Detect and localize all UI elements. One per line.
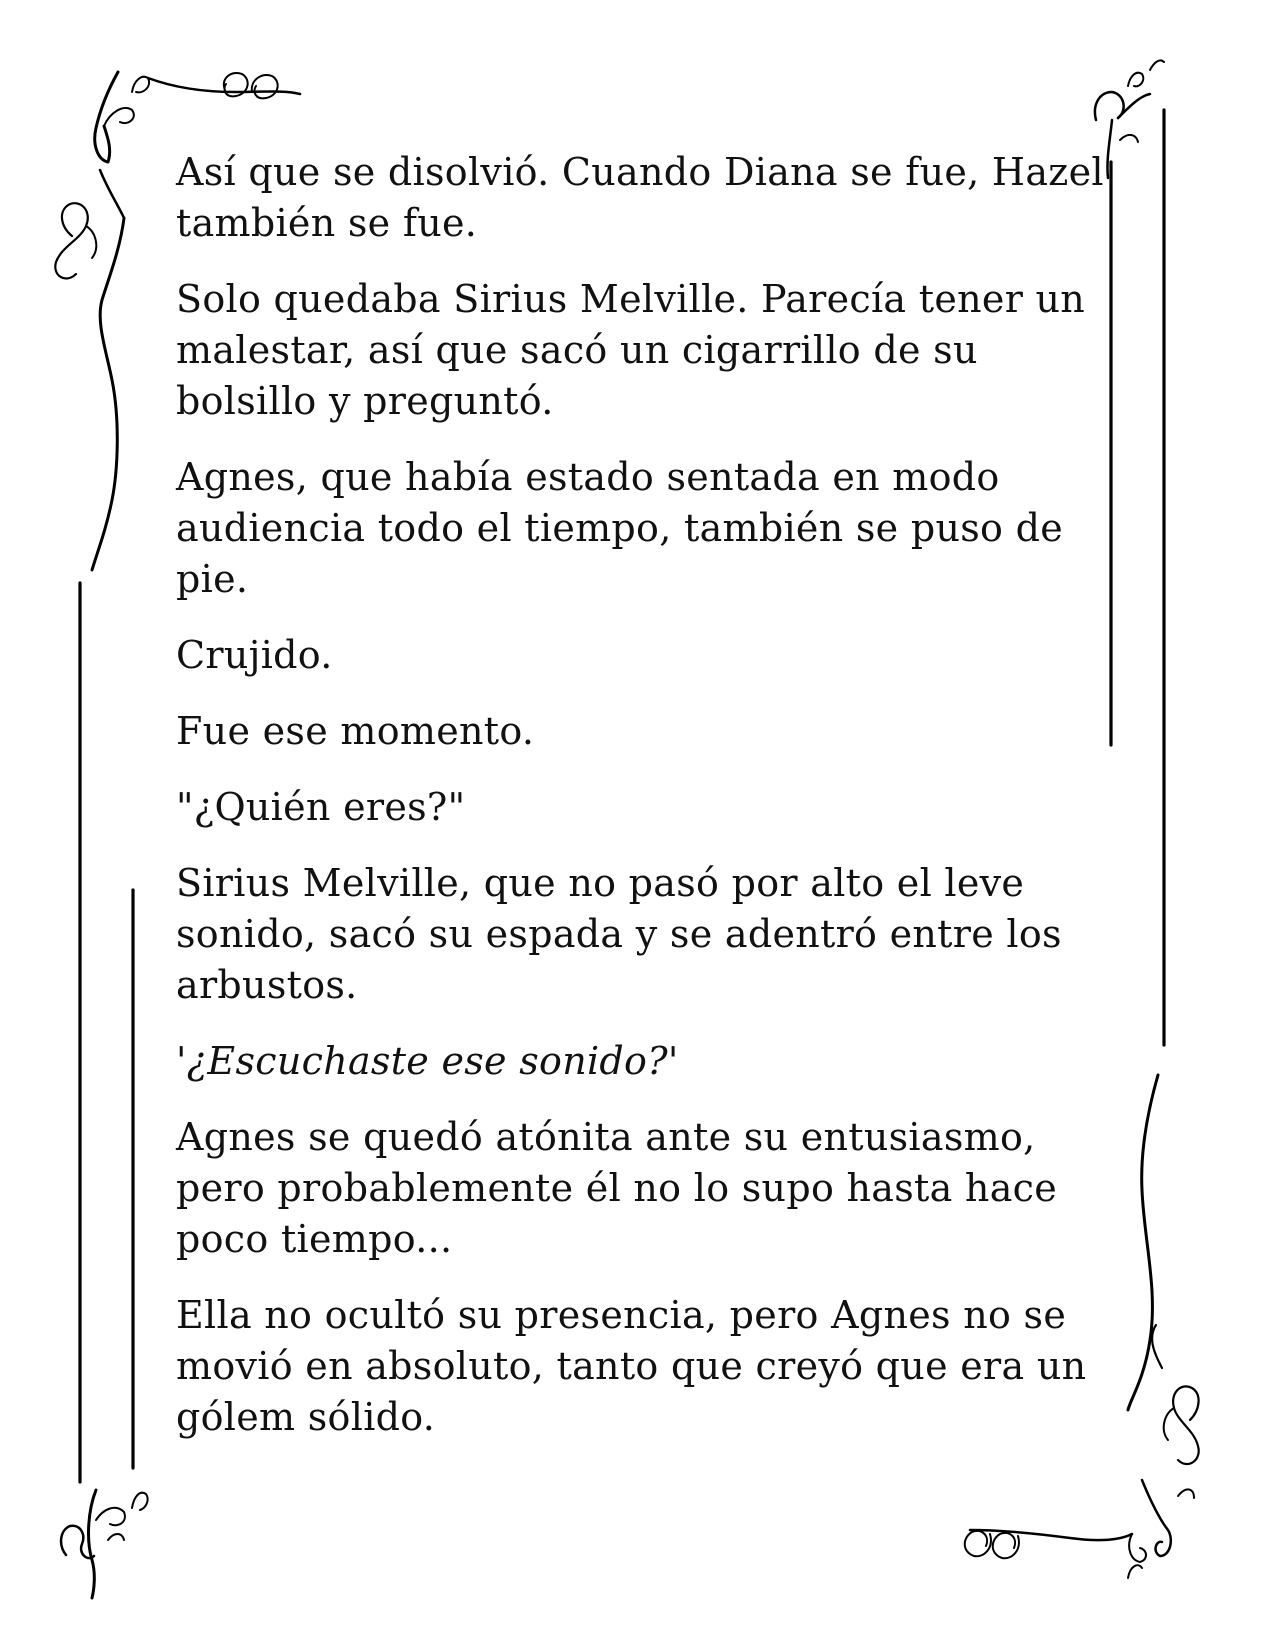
paragraph: Solo quedaba Sirius Melville. Parecía tener un malestar, así que sacó un cigarrillo de su bolsillo y preguntó. <box>176 277 1086 423</box>
paragraph: Fue ese momento. <box>176 709 535 753</box>
bottom-left-flourish <box>61 1490 148 1598</box>
paragraph: Agnes, que había estado sentada en modo audiencia todo el tiempo, también se puso de pie. <box>176 455 1064 601</box>
paragraph: Crujido. <box>176 633 333 677</box>
paragraph: Ella no ocultó su presencia, pero Agnes no se movió en absoluto, tanto que creyó que era un gólem sólido. <box>176 1293 1087 1439</box>
paragraph-italic-thought: '¿Escuchaste ese sonido?' <box>176 1039 679 1083</box>
paragraph: Agnes se quedó atónita ante su entusiasmo, pero probablemente él no lo supo hasta hace poco tiempo... <box>176 1115 1058 1261</box>
paragraph: Sirius Melville, que no pasó por alto el leve sonido, sacó su espada y se adentró entre los arbustos. <box>176 861 1062 1007</box>
chapter-text <box>176 147 1106 1468</box>
paragraph: Así que se disolvió. Cuando Diana se fue, Hazel también se fue. <box>176 150 1104 245</box>
paragraph: "¿Quién eres?" <box>176 785 466 829</box>
